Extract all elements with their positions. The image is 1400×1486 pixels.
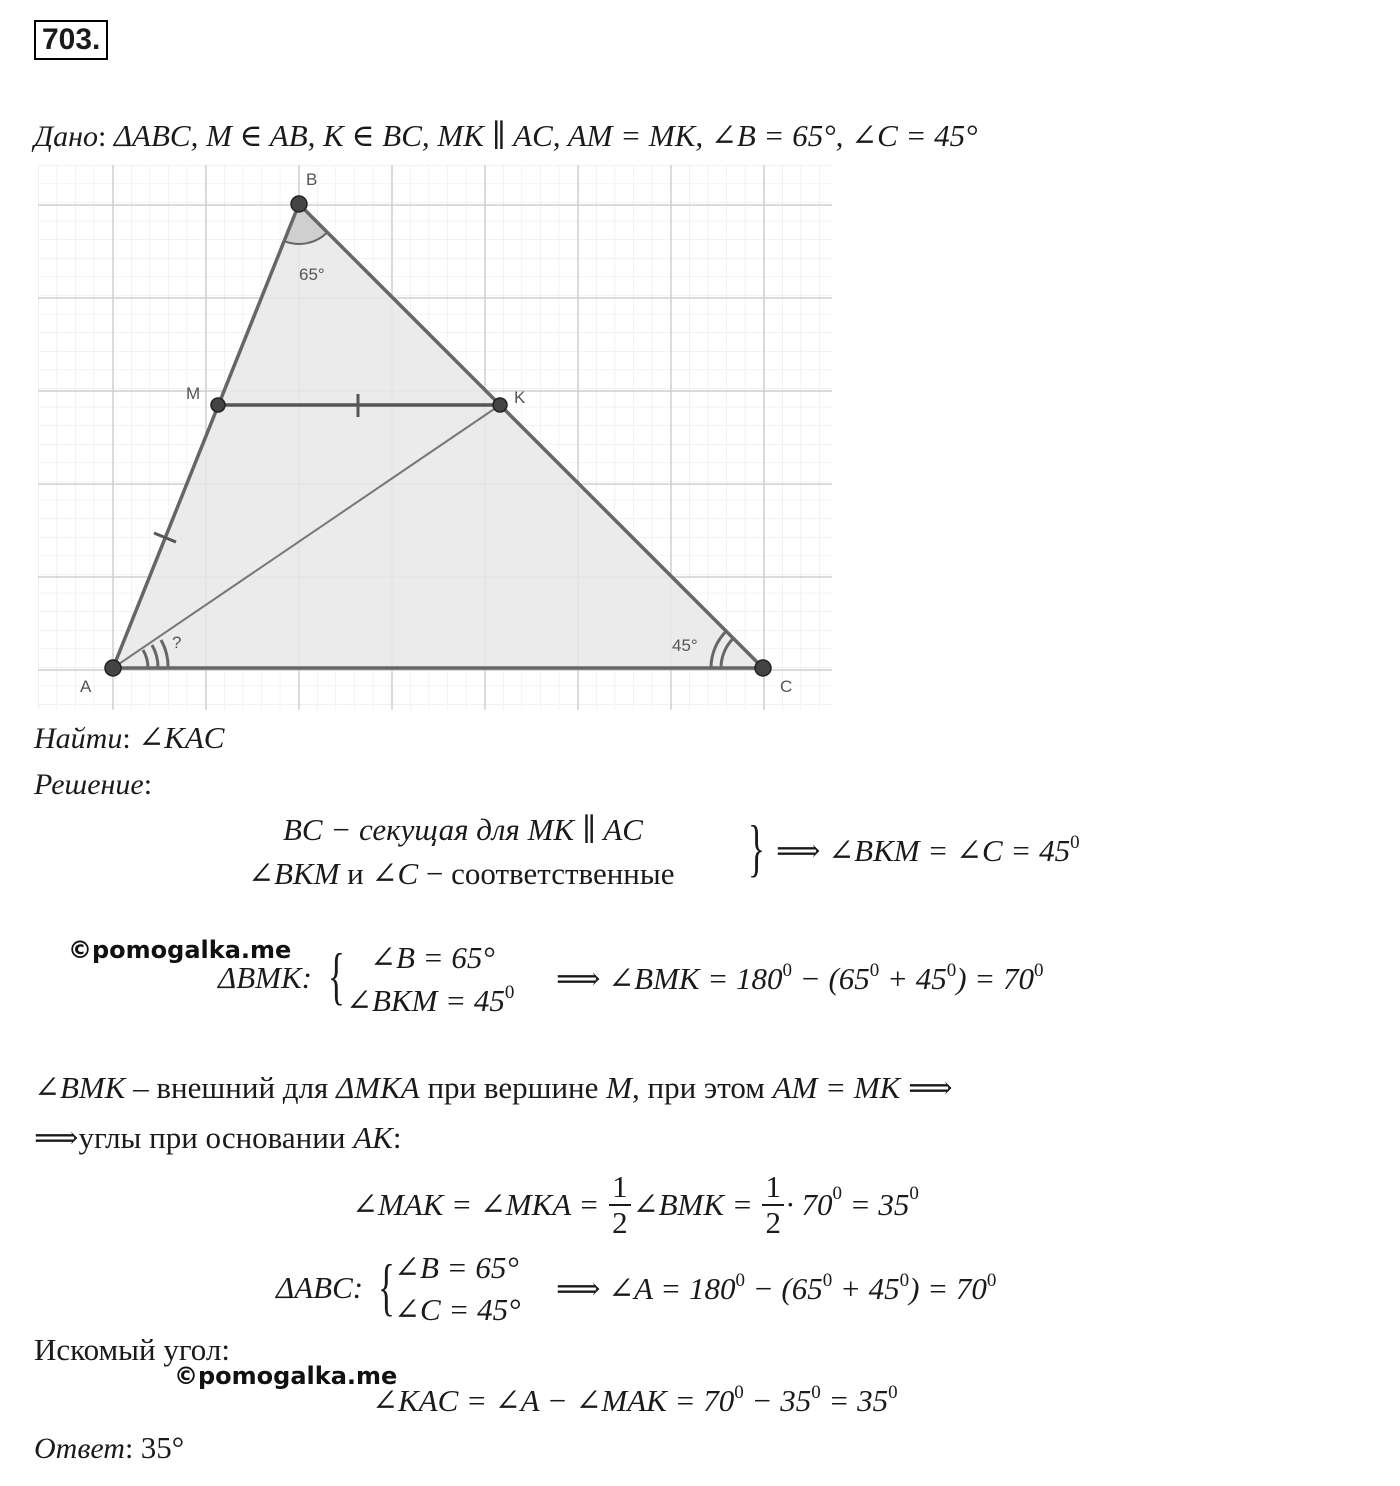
angle-a-label: ? — [172, 633, 182, 652]
step5-label: ΔABC: — [276, 1270, 364, 1305]
label-b: B — [306, 170, 318, 189]
angle-c-label: 45° — [672, 636, 698, 655]
given-text: ΔABC, M ∈ AB, K ∈ BC, MK ∥ AC, AM = MK, ∠B = 65°, ∠C = 45° — [113, 118, 978, 153]
step1-result — [776, 832, 1080, 869]
step2-label: ΔBMK: — [218, 960, 312, 995]
step2-brace: { — [328, 940, 345, 1011]
label-a: A — [80, 677, 92, 696]
final-equation: ∠KAC = ∠A − ∠MAK = $70^0 - 35^0 = 35^0$ — [372, 1382, 898, 1418]
step2-result: ⟹ ∠BMK = $180^0 - (65^0 + 45^0) = 70^0$ — [556, 960, 1044, 996]
point-b — [291, 196, 307, 212]
step1-corresponding: − соответственные — [418, 856, 675, 891]
step4-equation: ∠MAK = ∠MKA = $\frac{1}{2}$ ∠BMK = $\frac{1}{2}$ · $70^0 = 35^0$ — [352, 1169, 919, 1240]
sought-label: Искомый угол: — [34, 1332, 230, 1367]
answer-value: 35° — [140, 1430, 185, 1465]
step5-condition1: ∠B = 65° — [394, 1250, 519, 1285]
step1-line1: BC − секущая для MK ∥ AC — [283, 812, 643, 847]
find-label: Найти — [34, 722, 123, 755]
step2-condition2: ∠BKM = $45^0$ — [346, 982, 515, 1018]
solution-label: Решение — [34, 768, 144, 801]
step1-brace: } — [748, 812, 765, 883]
angle-b-label: 65° — [299, 265, 325, 284]
point-a — [105, 660, 121, 676]
step1-angle-c: ∠C — [371, 856, 419, 891]
step3-line1: ∠BMK – внешний для ΔMKA при вершине M, при этом AM = MK ⟹ — [34, 1070, 953, 1105]
point-m — [211, 398, 225, 412]
watermark-2: ©pomogalka.me — [174, 1362, 398, 1390]
watermark: ©pomogalka.me — [68, 936, 292, 964]
find-line: Найти: ∠KAC — [34, 720, 225, 755]
degree-sup: 0 — [1070, 832, 1080, 853]
point-k — [493, 398, 507, 412]
step5-condition2: ∠C = 45° — [394, 1292, 521, 1327]
given-label: Дано — [34, 120, 98, 153]
step1-line2 — [248, 856, 674, 892]
label-c: C — [780, 677, 793, 696]
fraction-half: $\frac{1}{2}$ — [609, 1170, 631, 1240]
answer-label: Ответ — [34, 1432, 125, 1465]
point-c — [755, 660, 771, 676]
step3-line2: ⟹углы при основании AK: — [34, 1120, 402, 1155]
find-text: ∠KAC — [138, 720, 225, 755]
step1-and: и — [339, 856, 372, 891]
label-k: K — [514, 388, 526, 407]
label-m: M — [186, 384, 201, 403]
step1-angle-bkm: ∠BKM — [248, 856, 340, 891]
fraction-half-2: $\frac{1}{2}$ — [762, 1170, 784, 1240]
problem-number: 703. — [34, 20, 108, 60]
solution-heading: Решение: — [34, 768, 153, 801]
step5-brace: { — [378, 1251, 395, 1322]
given-line: Дано: ΔABC, M ∈ AB, K ∈ BC, MK ∥ AC, AM = MK, ∠B = 65°, ∠C = 45° — [34, 118, 978, 153]
step2-condition1: ∠B = 65° — [370, 940, 495, 975]
step1-result-text: ⟹ ∠BKM = ∠C = 45 — [776, 833, 1071, 868]
answer-line: Ответ: 35° — [34, 1430, 185, 1465]
step5-result: ⟹ ∠A = $180^0 - (65^0 + 45^0) = 70^0$ — [556, 1270, 997, 1306]
geometry-figure — [36, 165, 836, 713]
